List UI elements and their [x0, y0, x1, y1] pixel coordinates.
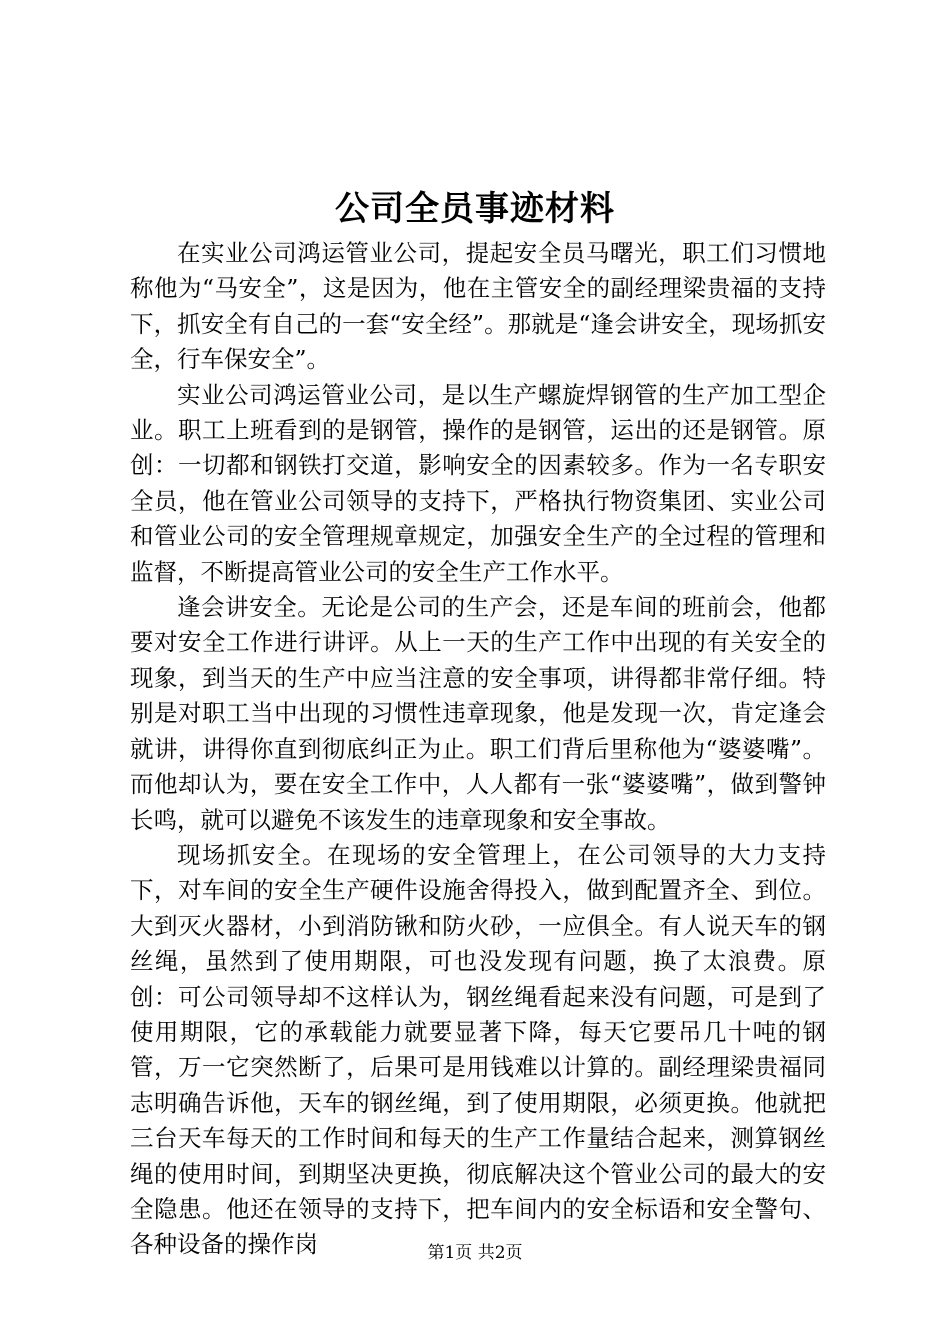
document-title: 公司全员事迹材料	[335, 189, 615, 229]
paragraph: 在实业公司鸿运管业公司，提起安全员马曙光，职工们习惯地称他为“马安全”，这是因为，他在主管安全的副经理梁贵福的支持下，抓安全有自己的一套“安全经”。那就是“逢会讲安全，现场抓安全，行车保安全”。	[130, 239, 826, 374]
document-body	[130, 236, 826, 1263]
paragraph: 现场抓安全。在现场的安全管理上，在公司领导的大力支持下，对车间的安全生产硬件设施舍得投入，做到配置齐全、到位。大到灭火器材，小到消防锹和防火砂，一应俱全。有人说天车的钢丝绳，虽然到了使用期限，可也没发现有问题，换了太浪费。原创：可公司领导却不这样认为，钢丝绳看起来没有问题，可是到了使用期限，它的承载能力就要显著下降，每天它要吊几十吨的钢管，万一它突然断了，后果可是用钱难以计算的。副经理梁贵福同志明确告诉他，天车的钢丝绳，到了使用期限，必须更换。他就把三台天车每天的工作时间和每天的生产工作量结合起来，测算钢丝绳的使用时间，到期坚决更换，彻底解决这个管业公司的最大的安全隐患。他还在领导的支持下，把车间内的安全标语和安全警句、各种设备的操作岗	[130, 840, 826, 1259]
paragraph: 逢会讲安全。无论是公司的生产会，还是车间的班前会，他都要对安全工作进行讲评。从上一天的生产工作中出现的有关安全的现象，到当天的生产中应当注意的安全事项，讲得都非常仔细。特别是对职工当中出现的习惯性违章现象，他是发现一次，肯定逢会就讲，讲得你直到彻底纠正为止。职工们背后里称他为“婆婆嘴”。而他却认为，要在安全工作中，人人都有一张“婆婆嘴”，做到警钟长鸣，就可以避免不该发生的违章现象和安全事故。	[130, 593, 826, 834]
paragraph: 实业公司鸿运管业公司，是以生产螺旋焊钢管的生产加工型企业。职工上班看到的是钢管，操作的是钢管，运出的还是钢管。原创：一切都和钢铁打交道，影响安全的因素较多。作为一名专职安全员，他在管业公司领导的支持下，严格执行物资集团、实业公司和管业公司的安全管理规章规定，加强安全生产的全过程的管理和监督，不断提高管业公司的安全生产工作水平。	[130, 380, 826, 586]
page-footer: 第1页 共2页	[427, 1243, 523, 1263]
